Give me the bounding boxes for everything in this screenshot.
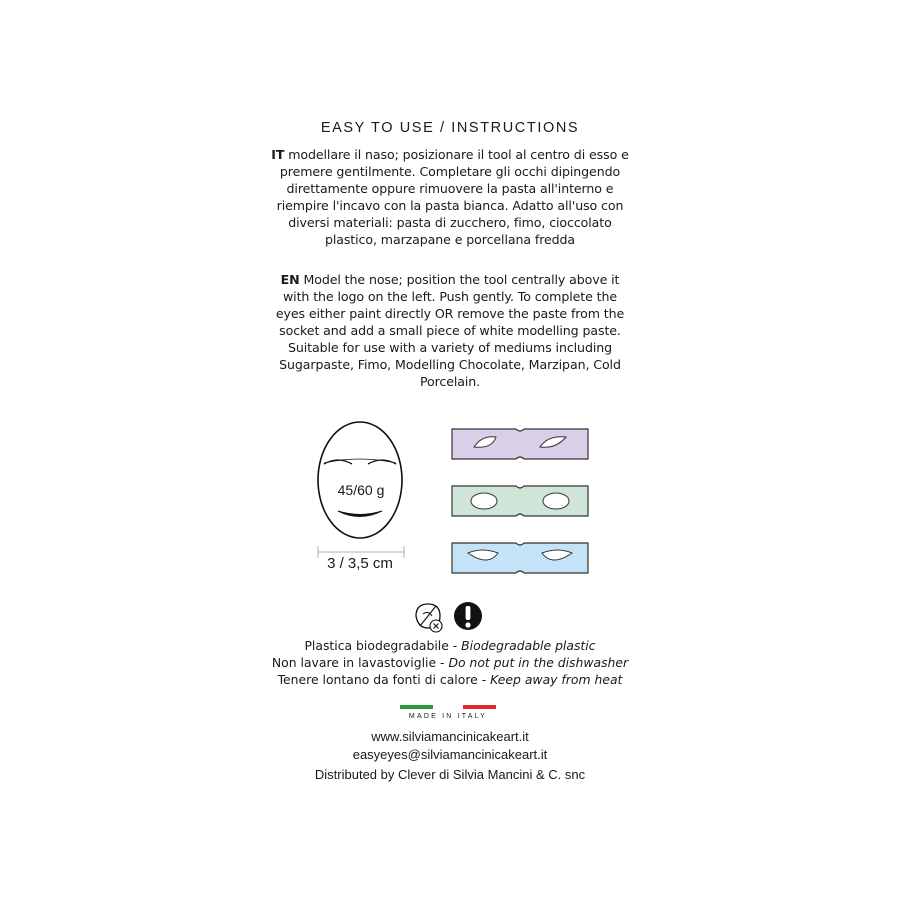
warning-it: Plastica biodegradabile -: [304, 638, 462, 653]
language-code-it: IT: [271, 147, 285, 162]
warning-line-heat: [200, 671, 700, 688]
italian-instructions: [270, 146, 630, 248]
language-code-en: EN: [280, 272, 300, 287]
warning-en: Do not put in the dishwasher: [448, 655, 629, 670]
care-icons: [412, 600, 488, 634]
biodegradable-icon: [416, 604, 442, 632]
size-label: 3 / 3,5 cm: [327, 555, 393, 572]
eye-tool-body: [452, 429, 588, 459]
english-instructions-text: Model the nose; position the tool centrally above it with the logo on the left. Push gently. To complete the eyes either paint directly OR remove the paste from the socket and add a small piece of white modelling paste. Suitable for use with a variety of mediums including Sugarpaste, Fimo, Modelling Chocolate, Marzipan, Cold Porcelain.: [275, 272, 625, 389]
left-eye-socket: [471, 493, 497, 509]
flag-green-bar: [400, 705, 433, 709]
page-title: EASY TO USE / INSTRUCTIONS: [320, 120, 580, 136]
mouth: [338, 511, 382, 517]
eye-tools-diagram: [448, 425, 592, 577]
flag-red-bar: [463, 705, 496, 709]
made-in-italy-badge: [400, 705, 496, 725]
email-link[interactable]: easyeyes@silviamancinicakeart.it: [352, 747, 548, 762]
made-in-italy-text: MADE IN ITALY: [408, 713, 488, 720]
flag-white-bar: [433, 705, 466, 709]
warning-en: Keep away from heat: [490, 672, 623, 687]
warning-line-dishwasher: [200, 654, 700, 671]
warning-icon: [454, 602, 482, 630]
eye-tool: [452, 429, 588, 459]
eye-tool: [452, 543, 588, 573]
weight-label: 45/60 g: [337, 482, 385, 498]
right-eye-socket: [543, 493, 569, 509]
english-instructions: [270, 271, 630, 390]
website-link[interactable]: www.silviamancinicakeart.it: [371, 729, 529, 744]
warning-line-biodegradable: [200, 637, 700, 654]
warning-it: Tenere lontano da fonti di calore -: [277, 672, 491, 687]
warning-it: Non lavare in lavastoviglie -: [271, 655, 449, 670]
italian-instructions-text: modellare il naso; posizionare il tool al centro di esso e premere gentilmente. Completare gli occhi dipingendo direttamente oppure rimuovere la pasta all'interno e riempire l'incavo con la pasta bianca. Adatto all'uso con diversi materiali: pasta di zucchero, fimo, cioccolato plastico, marzapane e porcellana fredda: [276, 147, 629, 247]
distributor-text: Distributed by Clever di Silvia Mancini & C. snc: [314, 767, 586, 782]
face-outline: [318, 422, 402, 538]
eye-tool-body: [452, 543, 588, 573]
eye-tool: [452, 486, 588, 516]
warning-en: Biodegradable plastic: [461, 638, 596, 653]
